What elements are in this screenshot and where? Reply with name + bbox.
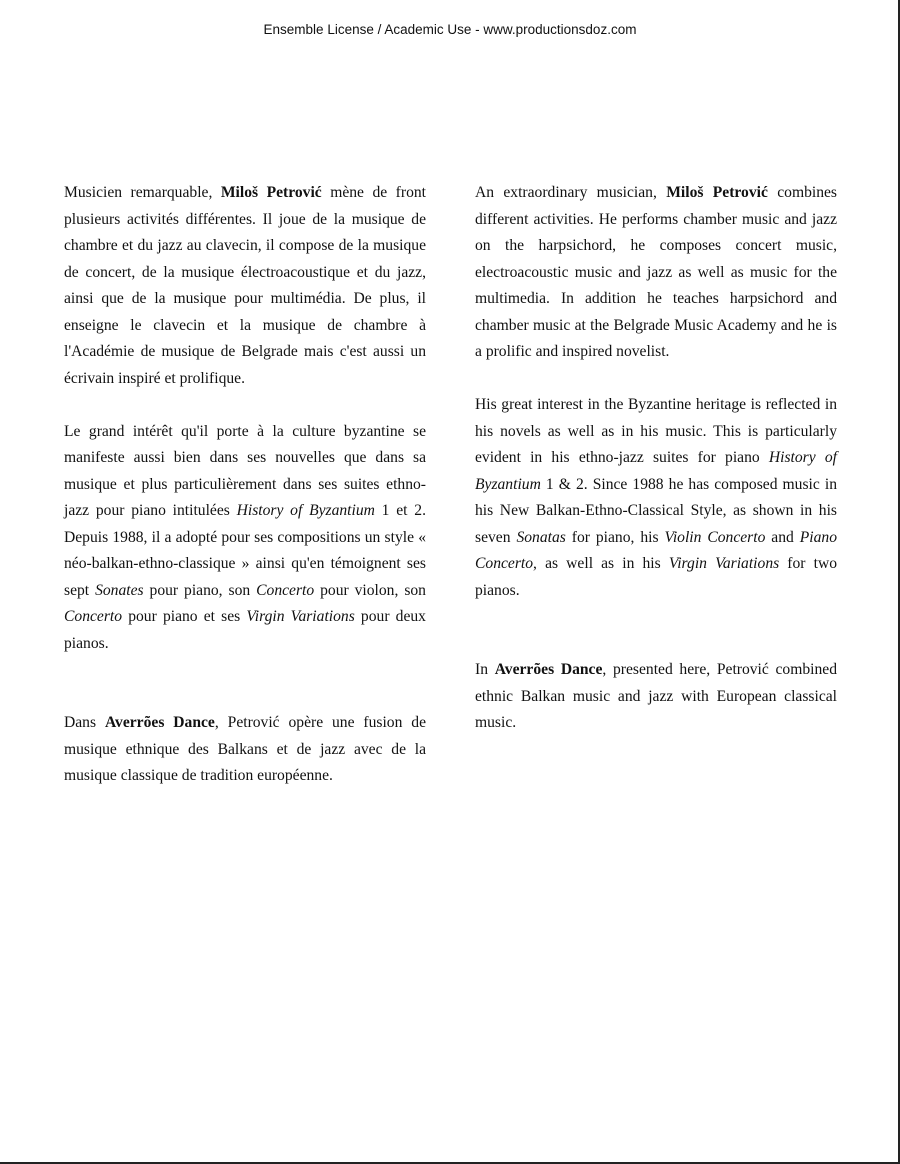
english-paragraph-1: An extraordinary musician, Miloš Petrović combines different activities. He performs chamber music and jazz on the harpsichord, he composes concert music, electroacoustic music and jazz as well as music for the multimedia. In addition he teaches harpsichord and chamber music at the Belgrade Music Academy and he is a prolific and inspired novelist.: [475, 184, 837, 360]
french-column: [64, 180, 426, 790]
english-column: [475, 180, 837, 737]
work-title: History of Byzantium: [475, 449, 837, 493]
work-title: History of Byzantium: [236, 502, 375, 519]
french-paragraph-1: Musicien remarquable, Miloš Petrović mène de front plusieurs activités différentes. Il joue de la musique de chambre et du jazz au clavecin, il compose de la musique de concert, de la musique électroacoustique et du jazz, ainsi que de la musique pour multimédia. De plus, il enseigne le clavecin et la musique de chambre à l'Académie de musique de Belgrade mais c'est aussi un écrivain inspiré et prolifique.: [64, 184, 426, 387]
work-title: Virgin Variations: [246, 608, 355, 625]
featured-work: Averrões Dance: [494, 661, 603, 678]
work-title: Virgin Variations: [668, 555, 780, 572]
work-title: Concerto: [64, 608, 123, 625]
work-title: Sonatas: [516, 528, 566, 546]
page-header: Ensemble License / Academic Use - www.productionsdoz.com: [263, 22, 637, 37]
composer-name: Miloš Petrović: [220, 184, 322, 201]
composer-name: Miloš Petrović: [666, 184, 768, 201]
featured-work: Averrões Dance: [104, 714, 215, 731]
french-paragraph-3: Dans Averrões Dance, Petrović opère une fusion de musique ethnique des Balkans et de jazz avec de la musique classique de tradition européenne.: [64, 714, 426, 784]
work-title: Piano Concerto: [475, 528, 837, 572]
work-title: Concerto: [256, 581, 315, 599]
english-paragraph-2: His great interest in the Byzantine heritage is reflected in his novels as well as in his music. This is particularly evident in his ethno-jazz suites for piano History of Byzantium 1 & 2. Since 1988 he has composed music in his New Balkan-Ethno-Classical Style, as shown in his seven Sonatas for piano, his Violin Concerto and Piano Concerto, as well as in his Virgin Variations for two pianos.: [475, 396, 837, 599]
french-paragraph-2: Le grand intérêt qu'il porte à la culture byzantine se manifeste aussi bien dans ses nouvelles que dans sa musique et plus particulièrement dans ses suites ethno-jazz pour piano intitulées History of Byzantium 1 et 2. Depuis 1988, il a adopté pour ses compositions un style « néo-balkan-ethno-classique » ainsi qu'en témoignent ses sept Sonates pour piano, son Concerto pour violon, son Concerto pour piano et ses Virgin Variations pour deux pianos.: [64, 422, 426, 652]
work-title: Violin Concerto: [664, 528, 766, 546]
english-paragraph-3: In Averrões Dance, presented here, Petrović combined ethnic Balkan music and jazz with European classical music.: [475, 661, 837, 731]
work-title: Sonates: [95, 581, 144, 599]
